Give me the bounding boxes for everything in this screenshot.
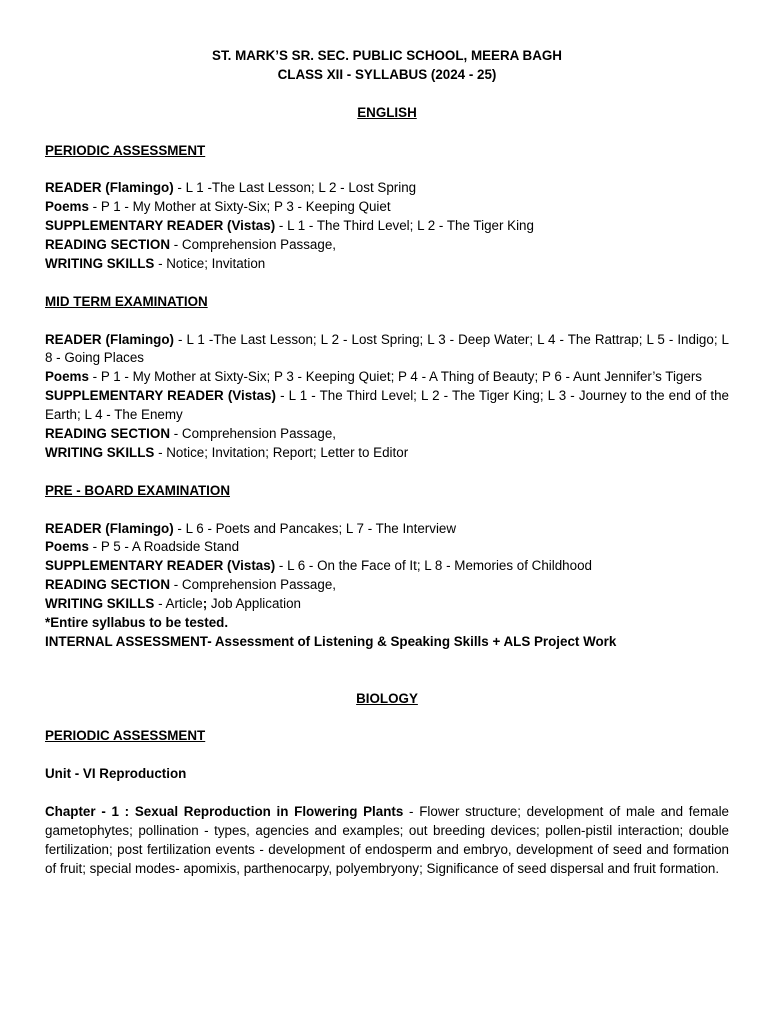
writing-label: WRITING SKILLS <box>45 255 155 271</box>
biology-heading: BIOLOGY <box>356 690 418 706</box>
biology-periodic-heading: PERIODIC ASSESSMENT <box>45 728 206 744</box>
english-preboard-reading <box>45 576 729 595</box>
writing-label: WRITING SKILLS <box>45 596 155 612</box>
english-preboard-supplementary <box>45 557 729 576</box>
reader-text: - L 6 - Poets and Pancakes; L 7 - The Interview <box>173 520 457 536</box>
english-heading: ENGLISH <box>357 104 417 120</box>
poems-label: Poems <box>45 199 89 215</box>
biology-chapter <box>45 803 729 879</box>
english-preboard-writing <box>45 595 729 614</box>
writing-text: - Article <box>154 596 203 612</box>
writing-text-2: Job Application <box>207 596 302 612</box>
english-midterm-writing <box>45 444 729 463</box>
reader-label: READER (Flamingo) <box>45 331 174 347</box>
english-preboard-reader <box>45 520 729 539</box>
english-periodic-heading: PERIODIC ASSESSMENT <box>45 142 206 158</box>
reading-text: - Comprehension Passage, <box>170 426 336 442</box>
writing-label: WRITING SKILLS <box>45 444 155 460</box>
reader-label: READER (Flamingo) <box>45 520 174 536</box>
poems-text: - P 1 - My Mother at Sixty-Six; P 3 - Keeping Quiet; P 4 - A Thing of Beauty; P 6 - Aunt Jennifer’s Tigers <box>88 369 702 385</box>
reader-text: - L 1 -The Last Lesson; L 2 - Lost Spring; L 3 - Deep Water; L 4 - The Rattrap; L 5 - Indigo; L 8 - Going Places <box>45 331 729 366</box>
supplementary-text: - L 1 - The Third Level; L 2 - The Tiger King; L 3 - Journey to the end of the Earth; L 4 - The Enemy <box>45 388 729 423</box>
reading-text: - Comprehension Passage, <box>170 237 336 253</box>
english-midterm-reading <box>45 425 729 444</box>
english-midterm-reader <box>45 331 729 369</box>
english-periodic-reading <box>45 236 729 255</box>
entire-syllabus-note: *Entire syllabus to be tested. <box>45 615 229 631</box>
reading-text: - Comprehension Passage, <box>170 577 336 593</box>
syllabus-document <box>45 47 729 879</box>
chapter-label: Chapter - 1 : Sexual Reproduction in Flowering Plants <box>45 804 404 820</box>
biology-unit: Unit - VI Reproduction <box>45 766 187 782</box>
reading-label: READING SECTION <box>45 237 170 253</box>
reader-text: - L 1 -The Last Lesson; L 2 - Lost Spring <box>173 180 417 196</box>
chapter-text: - Flower structure; development of male and female gametophytes; pollination - types, agencies and examples; out breeding devices; pollen-pistil interaction; double fertilization; post fertilization events - development of endosperm and embryo, development of seed and formation of fruit; special modes- apomixis, parthenocarpy, polyembryony; Significance of seed dispersal and fruit formation. <box>45 804 729 876</box>
school-name: ST. MARK’S SR. SEC. PUBLIC SCHOOL, MEERA BAGH <box>212 48 562 63</box>
english-preboard-poems <box>45 538 729 557</box>
english-preboard-heading: PRE - BOARD EXAMINATION <box>45 482 230 498</box>
supplementary-label: SUPPLEMENTARY READER (Vistas) <box>45 218 276 234</box>
poems-text: - P 5 - A Roadside Stand <box>88 539 240 555</box>
english-periodic-reader <box>45 179 729 198</box>
supplementary-label: SUPPLEMENTARY READER (Vistas) <box>45 388 276 404</box>
syllabus-title: CLASS XII - SYLLABUS (2024 - 25) <box>277 66 497 82</box>
english-midterm-supplementary <box>45 387 729 425</box>
poems-text: - P 1 - My Mother at Sixty-Six; P 3 - Keeping Quiet <box>88 199 391 215</box>
english-periodic-poems <box>45 198 729 217</box>
english-midterm-poems <box>45 368 729 387</box>
reading-label: READING SECTION <box>45 426 170 442</box>
supplementary-text: - L 1 - The Third Level; L 2 - The Tiger King <box>275 218 534 234</box>
writing-text: - Notice; Invitation; Report; Letter to Editor <box>154 444 409 460</box>
writing-text: - Notice; Invitation <box>154 255 266 271</box>
poems-label: Poems <box>45 369 89 385</box>
english-periodic-writing <box>45 255 729 274</box>
poems-label: Poems <box>45 539 89 555</box>
writing-separator: ; <box>202 596 208 612</box>
supplementary-label: SUPPLEMENTARY READER (Vistas) <box>45 558 276 574</box>
supplementary-text: - L 6 - On the Face of It; L 8 - Memories of Childhood <box>275 558 592 574</box>
reader-label: READER (Flamingo) <box>45 180 174 196</box>
english-midterm-heading: MID TERM EXAMINATION <box>45 293 208 309</box>
english-periodic-supplementary <box>45 217 729 236</box>
reading-label: READING SECTION <box>45 577 170 593</box>
internal-assessment: INTERNAL ASSESSMENT- Assessment of Listening & Speaking Skills + ALS Project Work <box>45 633 617 649</box>
